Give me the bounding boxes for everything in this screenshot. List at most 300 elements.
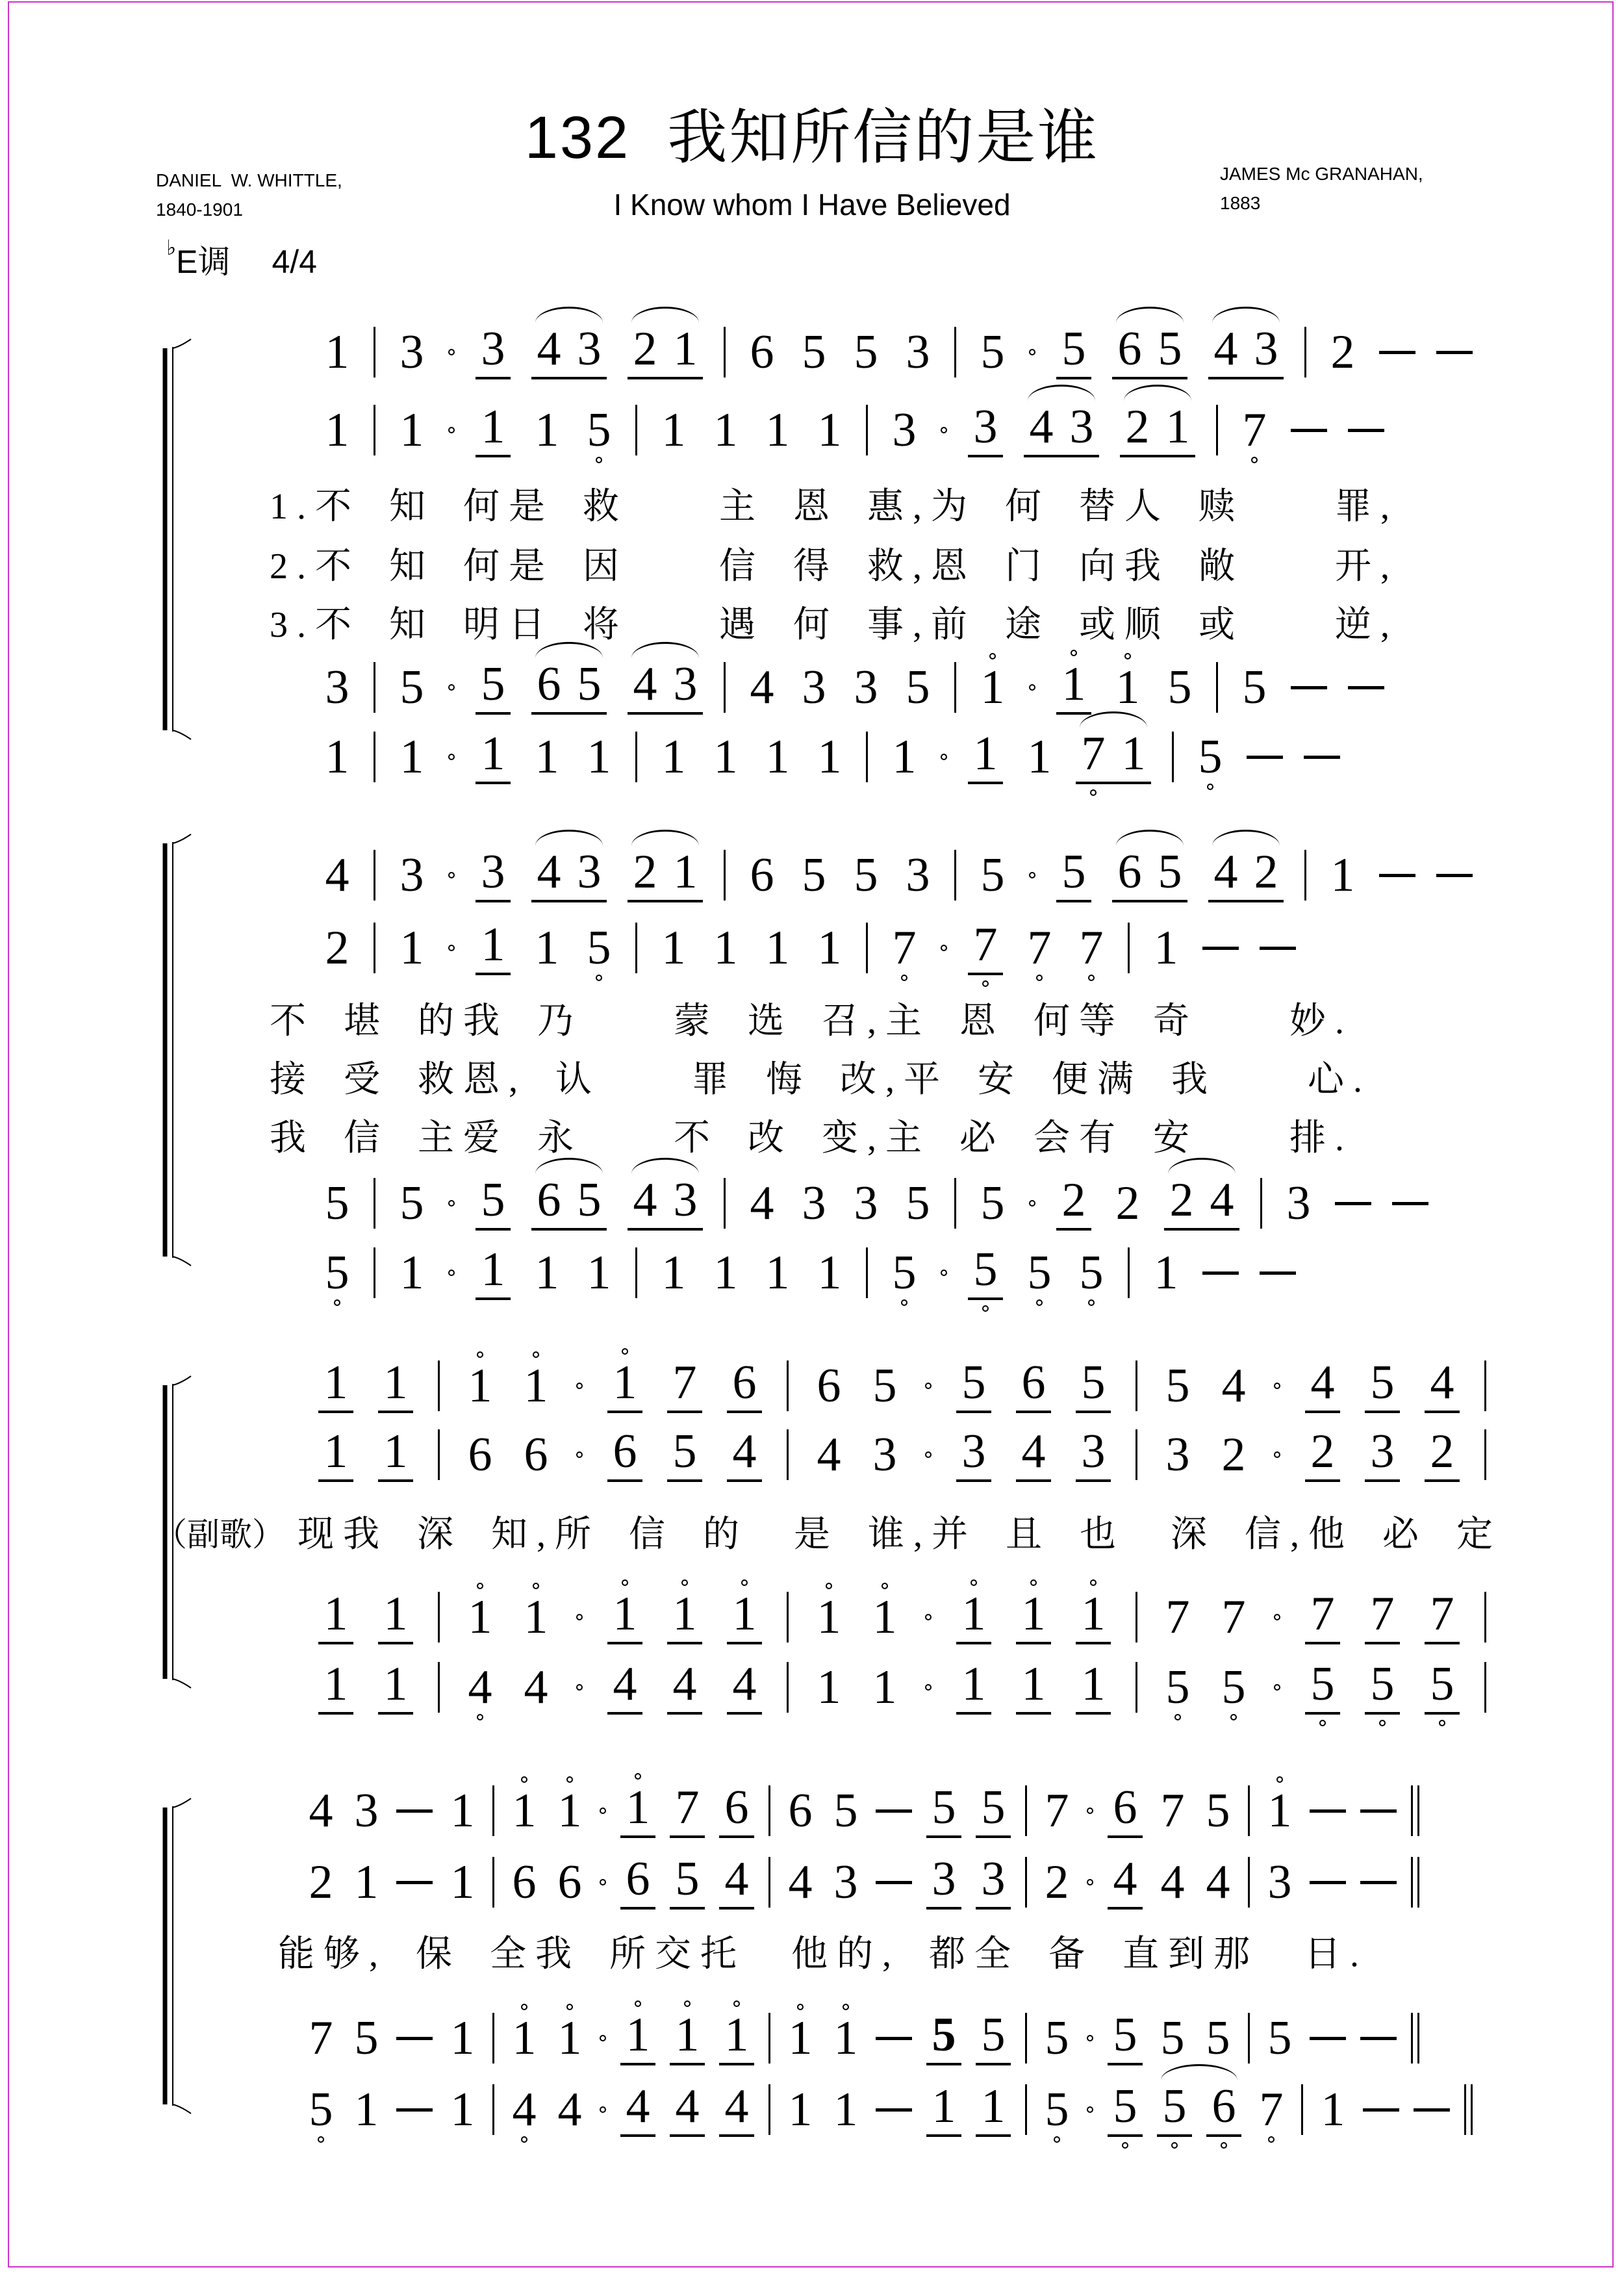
- music-row-chorus-tenor: [318, 1588, 1486, 1646]
- note: [830, 2083, 861, 2136]
- octave-dot-low: [477, 1714, 483, 1720]
- slur: [1024, 400, 1099, 457]
- note: [396, 849, 427, 902]
- note: [533, 658, 565, 711]
- note-digit: 1: [765, 403, 790, 457]
- slur: [1076, 727, 1151, 784]
- note-digit: 7: [672, 1356, 697, 1409]
- note-digit: 5: [1430, 1657, 1454, 1711]
- held-beat-dash: [1379, 351, 1415, 354]
- note-digit: 7: [1310, 1587, 1335, 1641]
- beam-group: [476, 1243, 511, 1300]
- note-digit: 1: [450, 1856, 475, 1909]
- note: [509, 2012, 540, 2065]
- slur: [628, 660, 703, 715]
- note: [830, 1856, 861, 1909]
- beam-group: [1206, 2082, 1241, 2137]
- barline: [1304, 327, 1306, 377]
- note: [1066, 400, 1097, 454]
- note-digit: 5: [906, 1177, 930, 1230]
- held-beat-dash: [876, 1809, 912, 1813]
- note: [396, 1246, 427, 1299]
- beam-group: [667, 1657, 702, 1715]
- note-digit: 1: [1330, 849, 1355, 902]
- note: [554, 1856, 585, 1909]
- note-digit: 1: [468, 1359, 492, 1412]
- note: [1058, 658, 1089, 711]
- octave-dot-low: [1268, 2136, 1275, 2143]
- note-digit: 5: [980, 326, 1005, 379]
- held-beat-dash: [1260, 1271, 1296, 1275]
- held-beat-dash: [1202, 947, 1239, 950]
- note: [1427, 1427, 1458, 1476]
- held-beat-dash: [1335, 1202, 1371, 1205]
- note: [669, 1356, 700, 1409]
- note-digit: 1: [535, 921, 559, 975]
- octave-dot-high: [566, 1776, 573, 1783]
- note-digit: 1: [1021, 1657, 1046, 1711]
- music-row-system2-alto: [322, 919, 1296, 977]
- note: [574, 1173, 605, 1227]
- note: [970, 727, 1001, 780]
- note-digit: 1: [383, 1657, 408, 1711]
- note-digit: 5: [325, 1246, 349, 1299]
- barline: [954, 662, 956, 713]
- augmentation-dot: [941, 427, 947, 433]
- note: [1307, 1427, 1338, 1476]
- note-digit: 1: [732, 1587, 757, 1641]
- key-name: E调: [176, 244, 231, 280]
- note: [1114, 845, 1145, 899]
- note-digit: 1: [324, 1356, 348, 1409]
- beam-group: [628, 660, 703, 715]
- note: [622, 2080, 653, 2133]
- music-row-system1-bass: [322, 728, 1340, 786]
- note: [477, 918, 509, 971]
- octave-dot-high: [826, 1583, 832, 1589]
- barline: [1248, 2013, 1250, 2063]
- beam-group: [1305, 1356, 1340, 1413]
- note: [629, 845, 661, 899]
- note-digit: 1: [535, 1246, 559, 1299]
- note: [1112, 1177, 1143, 1230]
- note-digit: 1: [400, 921, 424, 975]
- note: [710, 921, 741, 975]
- octave-dot-low: [318, 2136, 324, 2143]
- barline: [1136, 1592, 1137, 1642]
- note-digit: 1: [788, 2012, 813, 2065]
- note: [729, 1657, 760, 1711]
- note: [814, 403, 845, 457]
- octave-dot-low: [982, 1305, 989, 1312]
- note-digit: 1: [1165, 400, 1190, 454]
- held-beat-dash: [1436, 874, 1473, 877]
- held-beat-dash: [1310, 2037, 1346, 2040]
- note-digit: 1: [383, 1356, 408, 1409]
- octave-dot-high: [635, 1773, 641, 1780]
- note: [721, 2080, 752, 2133]
- note-digit: 3: [802, 1177, 826, 1230]
- beam-group: [476, 918, 511, 975]
- note: [322, 1246, 353, 1299]
- slur: [1112, 322, 1187, 379]
- note: [785, 2012, 816, 2065]
- beam-group: [1108, 1852, 1143, 1910]
- note: [798, 849, 830, 902]
- note-digit: 1: [512, 2012, 537, 2065]
- held-beat-dash: [1202, 1271, 1239, 1275]
- note: [978, 1783, 1009, 1832]
- beam-group: [968, 400, 1003, 457]
- note-digit: 1: [325, 403, 349, 457]
- barline: [787, 1592, 789, 1642]
- note-digit: 5: [1242, 661, 1267, 714]
- beam-group: [1208, 845, 1284, 902]
- note-digit: 6: [1113, 1781, 1137, 1834]
- note: [574, 845, 605, 899]
- held-beat-dash: [1363, 2108, 1399, 2112]
- octave-dot-high: [1030, 1579, 1037, 1586]
- note: [785, 1784, 816, 1837]
- note-digit: 2: [1115, 1177, 1140, 1230]
- barline: [1136, 1662, 1137, 1713]
- note: [798, 661, 830, 714]
- note: [746, 661, 778, 714]
- note: [762, 730, 793, 784]
- note-digit: 1: [1321, 2083, 1345, 2136]
- note-digit: 5: [906, 661, 930, 714]
- note-digit: 2: [1330, 326, 1355, 379]
- barline: [768, 2084, 770, 2135]
- octave-dot-low: [1036, 975, 1043, 981]
- note-digit: 1: [626, 2008, 650, 2062]
- note-digit: 3: [1081, 1425, 1106, 1478]
- note-digit: 3: [906, 849, 930, 902]
- note: [622, 1852, 653, 1906]
- beam-group: [628, 845, 703, 902]
- beam-group: [968, 918, 1003, 975]
- note: [477, 400, 509, 454]
- note-digit: 5: [1113, 2080, 1137, 2133]
- augmentation-dot: [576, 1451, 583, 1458]
- beam-group: [1425, 1657, 1460, 1715]
- beam-group: [1016, 1657, 1051, 1715]
- octave-dot-high: [882, 1583, 888, 1589]
- octave-dot-low: [1379, 1720, 1386, 1726]
- note: [928, 2008, 959, 2062]
- note-digit: 1: [1081, 1657, 1106, 1711]
- music-row-system4-bass: [305, 2080, 1473, 2139]
- note-digit: 1: [1115, 661, 1140, 714]
- beam-group: [926, 1783, 961, 1838]
- note: [785, 2083, 816, 2136]
- note: [320, 1587, 351, 1641]
- note: [351, 1856, 382, 1909]
- octave-dot-low: [982, 980, 989, 987]
- note: [958, 1587, 989, 1641]
- note: [1367, 1657, 1398, 1711]
- note: [1256, 2083, 1287, 2136]
- note: [520, 1591, 552, 1644]
- note: [1078, 1356, 1109, 1409]
- note: [531, 1246, 563, 1299]
- note-digit: 6: [750, 849, 774, 902]
- note: [977, 661, 1008, 714]
- beam-group: [1365, 1587, 1400, 1644]
- note-digit: 2: [1169, 1173, 1194, 1227]
- note-digit: 2: [1254, 845, 1278, 899]
- note: [889, 921, 920, 975]
- note-digit: 5: [802, 326, 826, 379]
- barline: [768, 2013, 770, 2063]
- slur: [531, 322, 607, 379]
- hymn-title: 132 我知所信的是谁: [524, 105, 1100, 171]
- note-digit: 1: [613, 1356, 637, 1409]
- note: [1157, 2012, 1188, 2065]
- barline: [866, 732, 868, 782]
- note: [1118, 727, 1149, 780]
- note: [583, 921, 615, 975]
- barline: [1260, 1178, 1262, 1229]
- augmentation-dot: [925, 1383, 932, 1389]
- note: [380, 1427, 411, 1476]
- note-digit: 4: [750, 661, 774, 714]
- note: [670, 322, 701, 376]
- held-beat-dash: [396, 1809, 433, 1813]
- note: [746, 326, 778, 379]
- note: [520, 1661, 552, 1714]
- note-digit: 2: [633, 845, 657, 899]
- octave-dot-high: [622, 1579, 628, 1586]
- note-digit: 5: [932, 2008, 956, 2062]
- note: [520, 1359, 552, 1412]
- note: [1202, 1784, 1234, 1837]
- note: [351, 2083, 382, 2136]
- note: [554, 2083, 585, 2136]
- note-digit: 5: [577, 1173, 602, 1227]
- note: [1114, 322, 1145, 376]
- note-digit: 2: [1125, 400, 1150, 454]
- barline: [1136, 1429, 1137, 1480]
- note: [322, 1177, 353, 1230]
- note-digit: 4: [633, 658, 657, 711]
- barline: [1216, 662, 1218, 713]
- octave-dot-low: [596, 457, 602, 463]
- note: [477, 1173, 509, 1227]
- slur: [531, 660, 607, 715]
- note-digit: 5: [577, 658, 602, 711]
- beam-group: [628, 322, 703, 379]
- barline: [374, 1178, 375, 1229]
- note-digit: 5: [675, 1852, 700, 1906]
- barline: [374, 405, 375, 455]
- note: [1164, 661, 1195, 714]
- note-digit: 1: [872, 1661, 897, 1714]
- note: [1018, 1587, 1049, 1641]
- beam-group: [1305, 1657, 1340, 1715]
- note-digit: 7: [1045, 1784, 1069, 1837]
- note-digit: 1: [354, 2083, 379, 2136]
- barline: [768, 1857, 770, 1908]
- barline: [866, 1247, 868, 1298]
- note: [1018, 1356, 1049, 1409]
- note-digit: 3: [854, 1177, 878, 1230]
- note: [583, 730, 615, 784]
- note-digit: 1: [557, 1784, 582, 1837]
- note-digit: 4: [724, 2080, 749, 2133]
- octave-dot-low: [1090, 789, 1097, 796]
- note: [729, 1427, 760, 1476]
- note-digit: 1: [400, 1246, 424, 1299]
- note-digit: 3: [673, 1173, 698, 1227]
- note: [869, 1428, 900, 1481]
- barline: [1248, 1857, 1250, 1908]
- note-digit: 7: [1160, 1784, 1185, 1837]
- held-beat-dash: [876, 2108, 912, 2112]
- note-digit: 5: [400, 1177, 424, 1230]
- note: [1327, 849, 1358, 902]
- note: [1283, 1177, 1314, 1230]
- note-digit: 5: [1165, 1359, 1190, 1412]
- beam-group: [531, 322, 607, 379]
- beam-group: [1056, 660, 1091, 715]
- note-digit: 4: [537, 322, 561, 376]
- note: [814, 1246, 845, 1299]
- octave-dot-low: [1171, 2142, 1178, 2149]
- note: [958, 1356, 989, 1409]
- note-digit: 6: [1117, 845, 1142, 899]
- note-digit: 1: [817, 921, 842, 975]
- note: [869, 1591, 900, 1644]
- note: [447, 2012, 478, 2065]
- octave-dot-low: [1122, 2142, 1128, 2149]
- barline: [1484, 1361, 1486, 1411]
- note: [1317, 2083, 1349, 2136]
- slur: [628, 1173, 703, 1231]
- note: [629, 322, 661, 376]
- note: [380, 1356, 411, 1409]
- note-digit: 1: [613, 1587, 637, 1641]
- beam-group: [531, 845, 607, 902]
- note-digit: 1: [980, 661, 1005, 714]
- octave-dot-low: [1221, 2142, 1227, 2149]
- barline: [492, 1785, 494, 1836]
- held-beat-dash: [1360, 1809, 1397, 1813]
- note: [672, 1783, 703, 1832]
- note-digit: 5: [400, 661, 424, 714]
- note-digit: 3: [673, 658, 698, 711]
- note: [1427, 1587, 1458, 1641]
- note-digit: 1: [1154, 1246, 1178, 1299]
- note-digit: 4: [613, 1657, 637, 1711]
- note-digit: 1: [354, 1856, 379, 1909]
- note-digit: 5: [1165, 1661, 1190, 1714]
- note: [672, 1852, 703, 1906]
- octave-dot-high: [521, 2004, 527, 2010]
- note-digit: 1: [535, 730, 559, 784]
- note-digit: 3: [892, 403, 917, 457]
- note-digit: 1: [724, 2008, 749, 2062]
- held-beat-dash: [876, 2037, 912, 2040]
- music-row-system1-soprano: [322, 323, 1473, 381]
- composer-credit: [1220, 160, 1423, 218]
- note-digit: 4: [1213, 322, 1238, 376]
- augmentation-dot: [1087, 2035, 1093, 2041]
- note: [670, 845, 701, 899]
- note: [746, 1177, 778, 1230]
- note: [322, 921, 353, 975]
- note: [669, 1427, 700, 1476]
- note-digit: 3: [1254, 322, 1278, 376]
- note-digit: 3: [1370, 1425, 1395, 1478]
- held-beat-dash: [1247, 756, 1283, 759]
- note-digit: 2: [1221, 1428, 1246, 1481]
- note: [554, 2012, 585, 2065]
- note: [850, 1177, 882, 1230]
- note: [1157, 1856, 1188, 1909]
- slur: [1112, 845, 1187, 902]
- note: [970, 1243, 1001, 1296]
- note-digit: 3: [973, 400, 998, 454]
- note-digit: 2: [1045, 1856, 1069, 1909]
- note-digit: 1: [481, 1243, 505, 1296]
- note-digit: 1: [1267, 1784, 1292, 1837]
- held-beat-dash: [396, 1881, 433, 1884]
- note: [396, 921, 427, 975]
- note: [977, 849, 1008, 902]
- note-digit: 2: [633, 322, 657, 376]
- note: [830, 2012, 861, 2065]
- note: [1162, 1428, 1193, 1481]
- note-digit: 5: [802, 849, 826, 902]
- note: [889, 403, 920, 457]
- beam-group: [1108, 2082, 1143, 2137]
- music-row-system4-alto: [305, 1853, 1419, 1911]
- augmentation-dot: [1274, 1614, 1280, 1620]
- note: [320, 1657, 351, 1711]
- held-beat-dash: [1348, 686, 1384, 689]
- note-digit: 7: [973, 918, 998, 971]
- beam-group: [727, 1657, 762, 1715]
- note: [762, 403, 793, 457]
- note: [978, 2080, 1009, 2133]
- note-digit: 4: [788, 1856, 813, 1909]
- beam-group: [670, 2082, 705, 2137]
- note-digit: 1: [672, 1587, 697, 1641]
- note: [477, 322, 509, 376]
- note-digit: 5: [854, 326, 878, 379]
- note-digit: 7: [1081, 727, 1106, 780]
- augmentation-dot: [1087, 2106, 1093, 2113]
- octave-dot-high: [1124, 653, 1131, 659]
- beam-group: [1305, 1587, 1340, 1644]
- note: [509, 1856, 540, 1909]
- note: [710, 403, 741, 457]
- note: [396, 403, 427, 457]
- note-digit: 5: [587, 921, 611, 975]
- beam-group: [620, 2008, 655, 2065]
- note: [609, 1427, 641, 1476]
- beam-group: [607, 1356, 642, 1413]
- note-digit: 3: [833, 1856, 858, 1909]
- note-digit: 1: [481, 727, 505, 780]
- barline: [1484, 1662, 1486, 1713]
- note: [533, 1173, 565, 1227]
- beam-group: [1056, 322, 1091, 379]
- barline: [787, 1429, 789, 1480]
- note-digit: 5: [981, 1781, 1006, 1834]
- note: [977, 326, 1008, 379]
